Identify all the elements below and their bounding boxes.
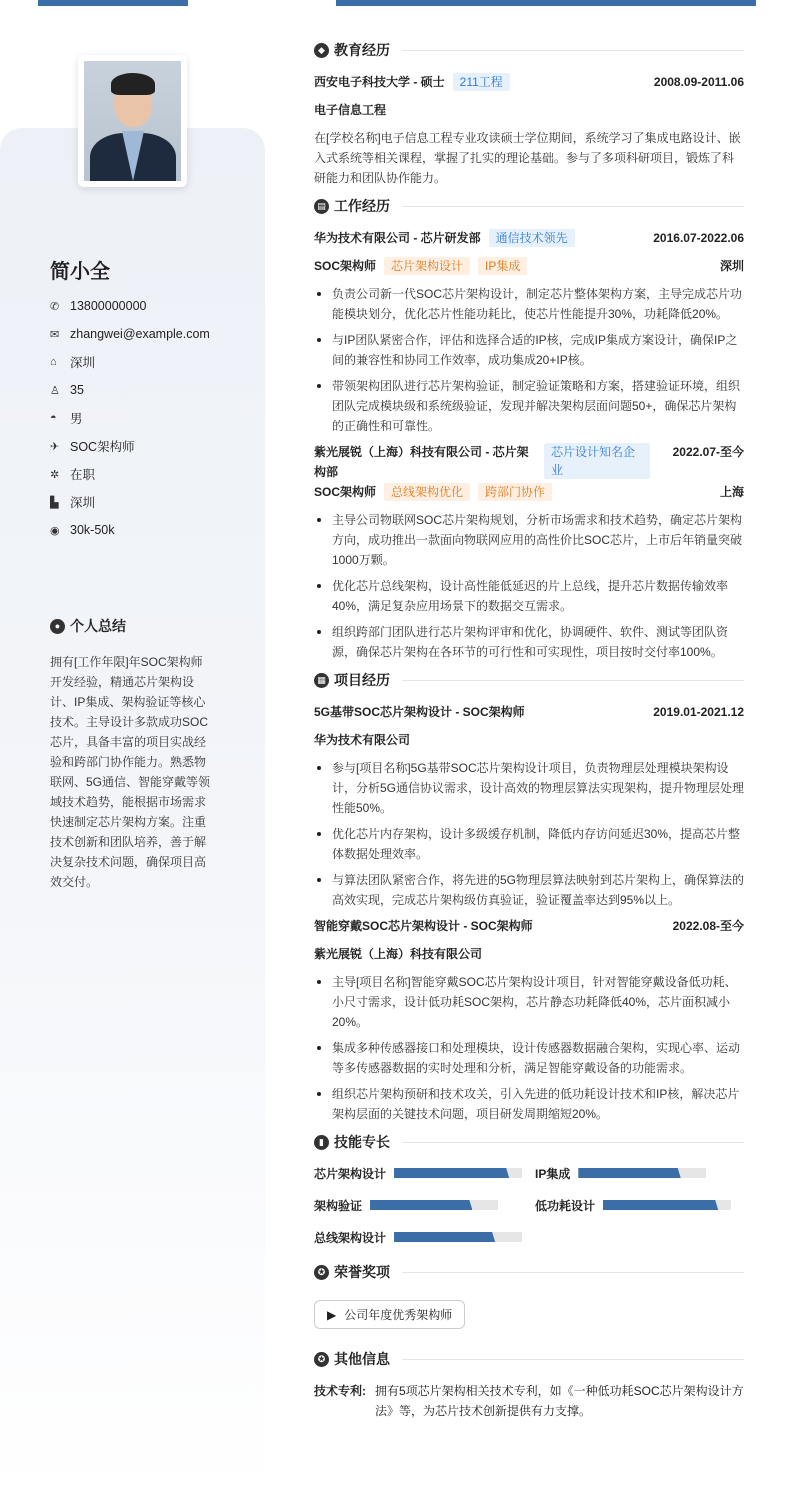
role-tag: 芯片架构设计	[384, 257, 470, 275]
role-tag: 跨部门协作	[478, 483, 552, 501]
divider	[402, 206, 744, 207]
skill-fill	[603, 1200, 718, 1210]
list-item: 与算法团队紧密合作，将先进的5G物理层算法映射到芯片架构上，确保算法的高效实现，完成芯片架构级仿真验证，验证覆盖率达到95%以上。	[314, 870, 744, 910]
user-icon: ●	[50, 619, 65, 634]
info-row	[50, 404, 210, 432]
company-name: 华为技术有限公司 - 芯片研发部	[314, 231, 481, 245]
list-item: 组织跨部门团队进行芯片架构评审和优化，协调硬件、软件、测试等团队资源，确保芯片架构在各环节的可行性和可实现性，项目按时交付率100%。	[314, 622, 744, 662]
salary-icon: ◉	[50, 524, 60, 537]
section-heading-other	[314, 1347, 744, 1371]
info-text: SOC架构师	[70, 440, 135, 454]
play-icon: ▶	[327, 1307, 337, 1322]
skill-item	[314, 1228, 535, 1246]
phone-icon: ✆	[50, 300, 60, 313]
work-left	[314, 228, 575, 248]
skill-fill	[394, 1168, 509, 1178]
skill-item	[535, 1164, 744, 1182]
info-row	[50, 348, 210, 376]
section-heading-skills	[314, 1130, 744, 1154]
skill-bar	[394, 1168, 522, 1178]
project-header	[314, 702, 744, 730]
company-name: 紫光展锐（上海）科技有限公司 - 芯片架构部	[314, 445, 529, 479]
summary-title: 个人总结	[70, 618, 126, 634]
list-item: 参与[项目名称]5G基带SOC芯片架构设计项目，负责物理层处理模块架构设计，分析5G通信协议需求，设计高效的物理层算法实现架构，提升物理层处理性能50%。	[314, 758, 744, 818]
skill-item	[314, 1196, 535, 1214]
info-text: 深圳	[70, 496, 96, 510]
project-header	[314, 916, 744, 944]
project-company: 紫光展锐（上海）科技有限公司	[314, 947, 483, 961]
section-heading-work	[314, 194, 744, 218]
summary-text: 拥有[工作年限]年SOC架构师开发经验，精通芯片架构设计、IP集成、架构验证等核心技术。主导设计多款成功SOC芯片，具备丰富的项目实战经验和跨部门协作能力。熟悉物联网、5G通信、智能穿戴等领域技术趋势，能根据市场需求快速制定芯片架构方案。注重技术创新和团队培养，善于解决复杂技术问题，确保项目高效交付。	[50, 655, 211, 889]
company-tag: 芯片设计知名企业	[544, 443, 650, 479]
section-heading-education	[314, 38, 744, 62]
skill-bar	[370, 1200, 498, 1210]
divider	[402, 50, 744, 51]
skill-item	[535, 1196, 744, 1214]
divider	[402, 680, 744, 681]
bullet-list	[314, 972, 744, 1124]
award-item	[314, 1300, 465, 1329]
work-city: 上海	[719, 485, 744, 499]
project-company: 华为技术有限公司	[314, 733, 411, 747]
cake-icon: ♙	[50, 384, 60, 397]
project-icon: ▦	[314, 673, 329, 688]
skill-name: IP集成	[535, 1166, 571, 1181]
role: SOC架构师	[314, 259, 377, 273]
skills-grid	[314, 1164, 744, 1246]
info-row	[50, 432, 210, 460]
info-text: zhangwei@example.com	[70, 327, 210, 341]
main-content	[314, 38, 744, 1421]
list-item: 与IP团队紧密合作，评估和选择合适的IP核，完成IP集成方案设计，确保IP之间的兼容性和协同工作效率，成功集成20+IP核。	[314, 330, 744, 370]
list-item: 优化芯片内存架构，设计多级缓存机制，降低内存访问延迟30%，提高芯片整体数据处理效率。	[314, 824, 744, 864]
status-icon: ✲	[50, 468, 60, 481]
section-title: 项目经历	[334, 672, 390, 688]
info-text: 13800000000	[70, 299, 147, 313]
info-row	[50, 460, 210, 488]
education-header	[314, 72, 744, 100]
list-item: 负责公司新一代SOC芯片架构设计，制定芯片整体架构方案，主导完成芯片功能模块划分，优化芯片性能功耗比，使芯片性能提升30%，功耗降低20%。	[314, 284, 744, 324]
work-date: 2022.07-至今	[672, 445, 744, 459]
major: 电子信息工程	[314, 103, 387, 117]
school-tag: 211工程	[453, 73, 510, 91]
home-icon: ⌂	[50, 356, 57, 368]
skill-name: 芯片架构设计	[314, 1166, 387, 1181]
education-description: 在[学校名称]电子信息工程专业攻读硕士学位期间，系统学习了集成电路设计、嵌入式系统等相关课程，掌握了扎实的理论基础。参与了多项科研项目，锻炼了科研能力和团队协作能力。	[314, 131, 741, 185]
skill-fill	[394, 1232, 495, 1242]
list-item: 主导[项目名称]智能穿戴SOC芯片架构设计项目，针对智能穿戴设备低功耗、小尺寸需求，设计低功耗SOC架构，芯片静态功耗降低40%，芯片面积减小20%。	[314, 972, 744, 1032]
role-tag: 总线架构优化	[384, 483, 470, 501]
avatar	[78, 55, 187, 187]
chart-icon: ▮	[314, 1135, 329, 1150]
work-header	[314, 442, 744, 482]
other-text: 拥有5项芯片架构相关技术专利，如《一种低功耗SOC芯片架构设计方法》等，为芯片技术创新提供有力支撑。	[375, 1384, 744, 1418]
bullet-list	[314, 510, 744, 662]
gender-icon: ◓	[50, 412, 57, 424]
skill-name: 架构验证	[314, 1198, 363, 1213]
contact-info	[50, 292, 210, 544]
summary-heading	[50, 616, 126, 636]
other-item	[314, 1381, 744, 1421]
section-title: 教育经历	[334, 42, 390, 58]
project-name: 5G基带SOC芯片架构设计 - SOC架构师	[314, 705, 525, 719]
section-heading-projects	[314, 668, 744, 692]
section-title: 其他信息	[334, 1351, 390, 1367]
section-heading-awards	[314, 1260, 744, 1284]
skill-bar	[394, 1232, 522, 1242]
award-icon: ✪	[314, 1265, 329, 1280]
skill-item	[314, 1164, 535, 1182]
info-row	[50, 376, 210, 404]
accent-bar-left	[38, 0, 188, 6]
education-left	[314, 72, 510, 92]
briefcase-icon: ▤	[314, 199, 329, 214]
bullet-list	[314, 758, 744, 910]
info-text: 深圳	[70, 356, 96, 370]
mail-icon: ✉	[50, 328, 60, 341]
building-icon: ▙	[50, 496, 59, 509]
info-text: 男	[70, 412, 83, 426]
info-row	[50, 516, 210, 544]
education-date: 2008.09-2011.06	[653, 75, 744, 89]
info-row	[50, 292, 210, 320]
list-item: 带领架构团队进行芯片架构验证，制定验证策略和方案，搭建验证环境，组织团队完成模块级和系统级验证，发现并解决架构层面问题50+，确保芯片架构的正确性和可靠性。	[314, 376, 744, 436]
school-name: 西安电子科技大学 - 硕士	[314, 75, 445, 89]
skill-fill	[578, 1168, 680, 1178]
project-date: 2022.08-至今	[672, 919, 744, 933]
skill-name: 总线架构设计	[314, 1230, 387, 1245]
role-tag: IP集成	[478, 257, 527, 275]
info-text: 在职	[70, 468, 96, 482]
list-item: 主导公司物联网SOC芯片架构规划，分析市场需求和技术趋势，确定芯片架构方向，成功推出一款面向物联网应用的高性价比SOC芯片，上市后年销量突破1000万颗。	[314, 510, 744, 570]
skill-name: 低功耗设计	[535, 1198, 596, 1213]
section-title: 技能专长	[334, 1134, 390, 1150]
divider	[402, 1142, 744, 1143]
candidate-name: 简小全	[50, 261, 110, 283]
section-title: 工作经历	[334, 198, 390, 214]
send-icon: ✈	[50, 440, 60, 453]
divider	[402, 1359, 744, 1360]
list-item: 集成多种传感器接口和处理模块，设计传感器数据融合架构，实现心率、运动等多传感器数据的实时处理和分析，满足智能穿戴设备的功能需求。	[314, 1038, 744, 1078]
accent-bar-right	[336, 0, 756, 6]
divider	[402, 1272, 744, 1273]
other-label: 技术专利:	[314, 1384, 366, 1398]
section-title: 荣誉奖项	[334, 1264, 390, 1280]
info-text: 30k-50k	[70, 523, 115, 537]
award-text: 公司年度优秀架构师	[344, 1308, 453, 1322]
role-row	[314, 482, 744, 510]
info-text: 35	[70, 383, 84, 397]
bullet-list	[314, 284, 744, 436]
graduation-cap-icon: ◆	[314, 43, 329, 58]
work-city: 深圳	[719, 259, 744, 273]
skill-fill	[370, 1200, 472, 1210]
work-left	[314, 442, 650, 482]
role-row	[314, 256, 744, 284]
project-date: 2019.01-2021.12	[653, 705, 744, 719]
skill-bar	[603, 1200, 731, 1210]
role-left	[314, 256, 527, 276]
info-row	[50, 488, 210, 516]
skill-bar	[578, 1168, 706, 1178]
role: SOC架构师	[314, 485, 377, 499]
project-name: 智能穿戴SOC芯片架构设计 - SOC架构师	[314, 919, 533, 933]
list-item: 组织芯片架构预研和技术攻关，引入先进的低功耗设计技术和IP核，解决芯片架构层面的关键技术问题，项目研发周期缩短20%。	[314, 1084, 744, 1124]
role-left	[314, 482, 552, 502]
info-row	[50, 320, 210, 348]
work-header	[314, 228, 744, 256]
work-date: 2016.07-2022.06	[653, 231, 744, 245]
list-item: 优化芯片总线架构，设计高性能低延迟的片上总线，提升芯片数据传输效率40%，满足复杂应用场景下的数据交互需求。	[314, 576, 744, 616]
info-icon: ✪	[314, 1352, 329, 1367]
company-tag: 通信技术领先	[489, 229, 575, 247]
